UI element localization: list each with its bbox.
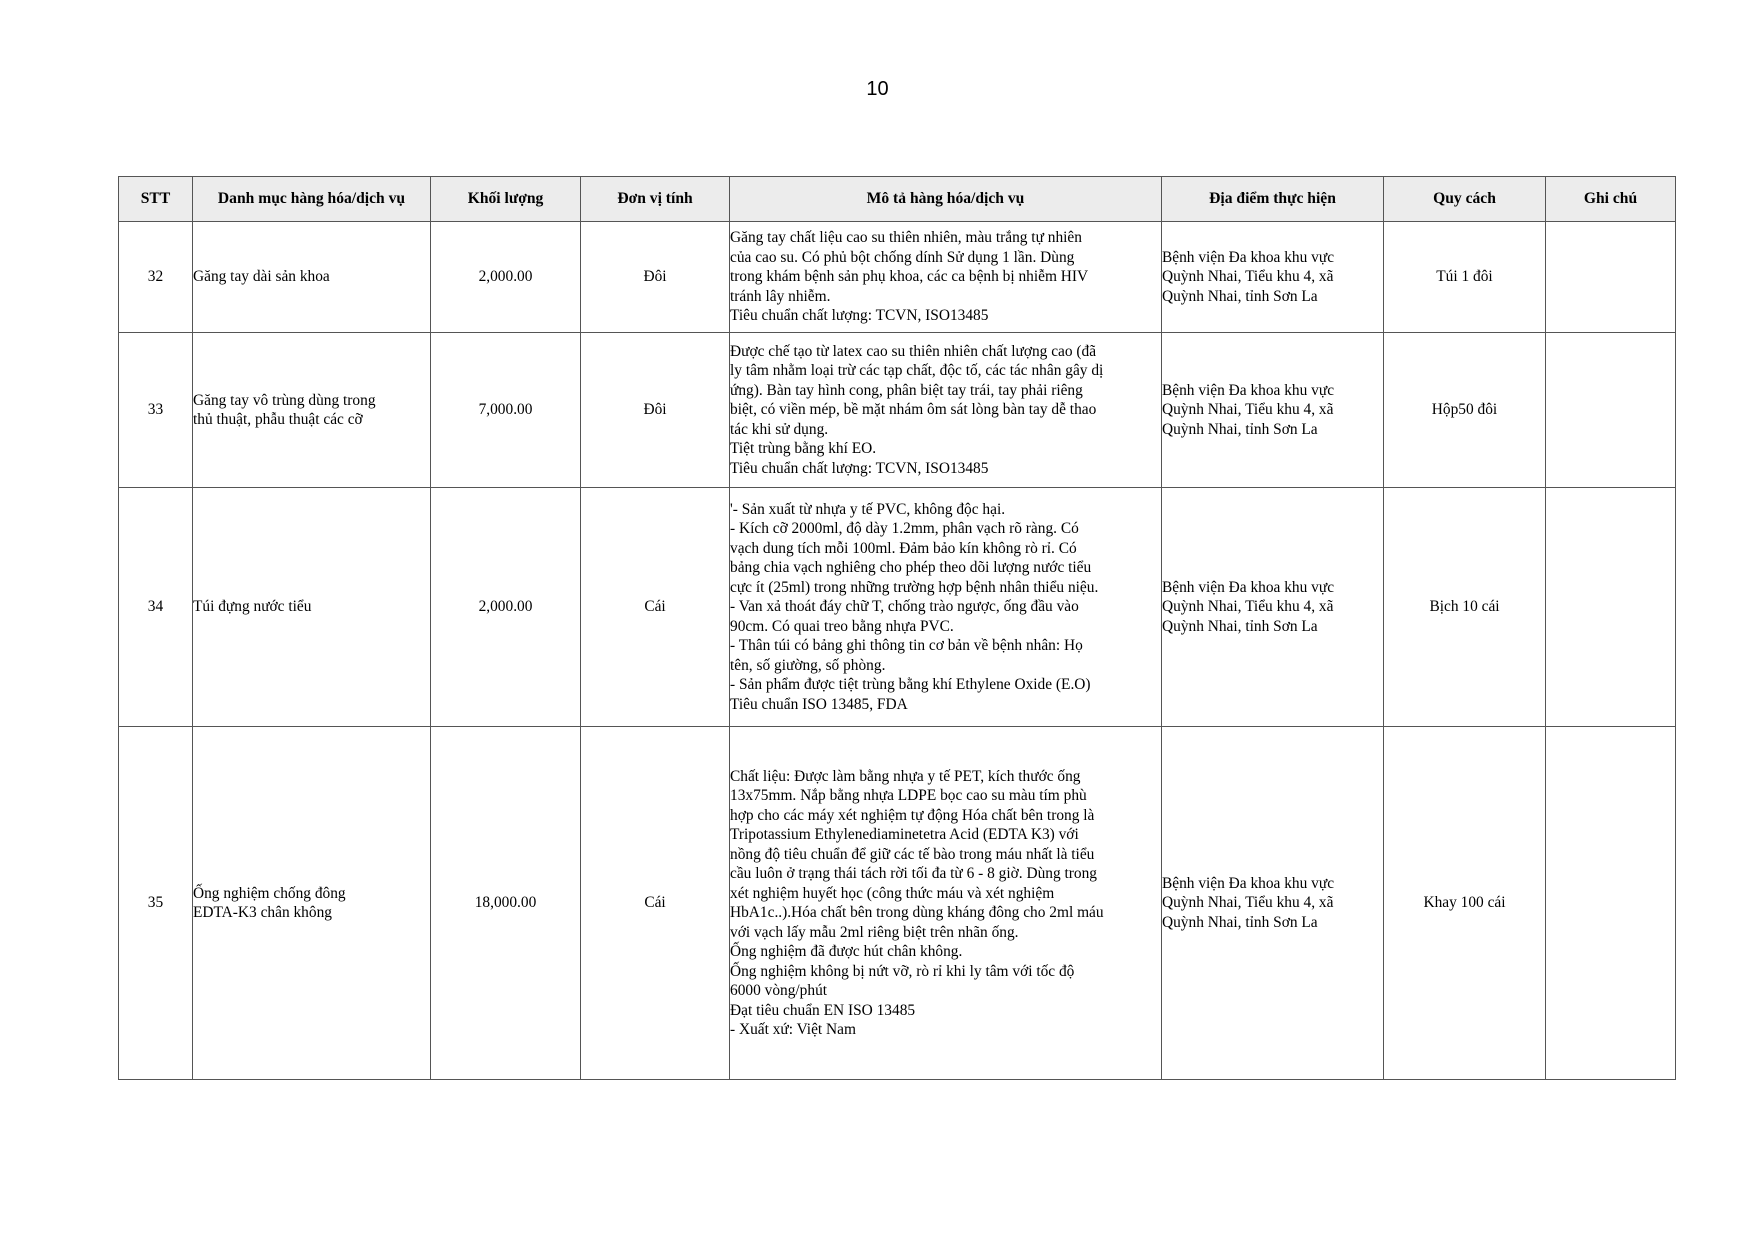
description-line: Tiêu chuẩn chất lượng: TCVN, ISO13485 xyxy=(730,459,989,477)
cell-location xyxy=(1162,488,1384,727)
cell-description xyxy=(730,222,1162,333)
description-line: bảng chia vạch nghiêng cho phép theo dõi lượng nước tiểu xyxy=(730,559,1092,577)
cell-location xyxy=(1162,333,1384,488)
cell-unit: Đôi xyxy=(581,222,730,333)
cell-unit: Cái xyxy=(581,488,730,727)
location-line: Bệnh viện Đa khoa khu vực xyxy=(1162,248,1335,266)
cell-item-name xyxy=(193,488,431,727)
cell-item-name xyxy=(193,222,431,333)
description-line: '- Sản xuất từ nhựa y tế PVC, không độc hại. xyxy=(730,500,1006,518)
description-line: 90cm. Có quai treo bằng nhựa PVC. xyxy=(730,617,954,635)
cell-note xyxy=(1546,333,1676,488)
cell-spec: Khay 100 cái xyxy=(1384,727,1546,1080)
description-line: vạch dung tích mỗi 100ml. Đảm bảo kín không rò rỉ. Có xyxy=(730,539,1077,557)
table-row xyxy=(119,727,1676,1080)
description-line: nồng độ tiêu chuẩn để giữ các tế bào trong máu nhất là tiểu xyxy=(730,845,1095,863)
location-line: Quỳnh Nhai, Tiểu khu 4, xã xyxy=(1162,598,1334,616)
location-line: Bệnh viện Đa khoa khu vực xyxy=(1162,578,1335,596)
location-line: Quỳnh Nhai, tỉnh Sơn La xyxy=(1162,617,1318,635)
location-line: Quỳnh Nhai, tỉnh Sơn La xyxy=(1162,913,1318,931)
table-row xyxy=(119,488,1676,727)
description-line: Đạt tiêu chuẩn EN ISO 13485 xyxy=(730,1001,916,1019)
item-name-line: Găng tay dài sản khoa xyxy=(193,268,330,286)
header-unit: Đơn vị tính xyxy=(581,177,730,222)
description-line: Ống nghiệm không bị nứt vỡ, rò rỉ khi ly tâm với tốc độ xyxy=(730,962,1075,980)
header-quantity: Khối lượng xyxy=(431,177,581,222)
header-location: Địa điểm thực hiện xyxy=(1162,177,1384,222)
description-line: tác khi sử dụng. xyxy=(730,420,829,438)
table-header-row xyxy=(119,177,1676,222)
cell-spec: Bịch 10 cái xyxy=(1384,488,1546,727)
cell-note xyxy=(1546,488,1676,727)
description-line: tên, số giường, số phòng. xyxy=(730,656,886,674)
cell-quantity: 2,000.00 xyxy=(431,222,581,333)
description-line: với vạch lấy mẫu 2ml riêng biệt trên nhãn ống. xyxy=(730,923,1019,941)
item-name-line: Túi đựng nước tiểu xyxy=(193,598,312,616)
cell-stt: 32 xyxy=(119,222,193,333)
description-line: cực ít (25ml) trong những trường hợp bệnh nhân thiểu niệu. xyxy=(730,578,1099,596)
description-line: Tiêu chuẩn ISO 13485, FDA xyxy=(730,695,908,713)
header-note: Ghi chú xyxy=(1546,177,1676,222)
description-line: ly tâm nhằm loại trừ các tạp chất, độc tố, các tác nhân gây dị xyxy=(730,362,1104,380)
description-line: HbA1c..).Hóa chất bên trong dùng kháng đông cho 2ml máu xyxy=(730,904,1104,921)
description-line: Găng tay chất liệu cao su thiên nhiên, màu trắng tự nhiên xyxy=(730,229,1082,247)
header-stt: STT xyxy=(119,177,193,222)
cell-item-name xyxy=(193,333,431,488)
cell-location xyxy=(1162,727,1384,1080)
description-line: - Kích cỡ 2000ml, độ dày 1.2mm, phân vạch rõ ràng. Có xyxy=(730,520,1079,538)
cell-quantity: 2,000.00 xyxy=(431,488,581,727)
cell-stt: 35 xyxy=(119,727,193,1080)
table-row xyxy=(119,333,1676,488)
item-name-line: Ống nghiệm chống đông xyxy=(193,884,346,902)
cell-quantity: 7,000.00 xyxy=(431,333,581,488)
cell-description xyxy=(730,488,1162,727)
cell-stt: 33 xyxy=(119,333,193,488)
item-name-line: Găng tay vô trùng dùng trong xyxy=(193,391,376,409)
location-line: Quỳnh Nhai, Tiểu khu 4, xã xyxy=(1162,894,1334,912)
location-line: Quỳnh Nhai, Tiểu khu 4, xã xyxy=(1162,268,1334,286)
cell-description xyxy=(730,333,1162,488)
cell-unit: Cái xyxy=(581,727,730,1080)
cell-description xyxy=(730,727,1162,1080)
table-row xyxy=(119,222,1676,333)
description-line: Chất liệu: Được làm bằng nhựa y tế PET, kích thước ống xyxy=(730,767,1081,785)
cell-stt: 34 xyxy=(119,488,193,727)
description-line: 6000 vòng/phút xyxy=(730,982,828,999)
description-line: Được chế tạo từ latex cao su thiên nhiên chất lượng cao (đã xyxy=(730,342,1097,360)
cell-item-name xyxy=(193,727,431,1080)
header-description: Mô tả hàng hóa/dịch vụ xyxy=(730,177,1162,222)
cell-spec: Túi 1 đôi xyxy=(1384,222,1546,333)
description-line: cầu luôn ở trạng thái tách rời tối đa từ 6 - 8 giờ. Dùng trong xyxy=(730,865,1098,882)
location-line: Quỳnh Nhai, tỉnh Sơn La xyxy=(1162,287,1318,305)
location-line: Bệnh viện Đa khoa khu vực xyxy=(1162,874,1335,892)
description-line: biệt, có viền mép, bề mặt nhám ôm sát lòng bàn tay dễ thao xyxy=(730,401,1097,419)
cell-note xyxy=(1546,222,1676,333)
description-line: trong khám bệnh sản phụ khoa, các ca bệnh bị nhiễm HIV xyxy=(730,268,1089,286)
description-line: - Van xả thoát đáy chữ T, chống trào ngược, ống đầu vào xyxy=(730,598,1079,616)
description-line: của cao su. Có phủ bột chống dính Sử dụng 1 lần. Dùng xyxy=(730,248,1075,266)
page-number: 10 xyxy=(866,78,889,100)
description-line: Ống nghiệm đã được hút chân không. xyxy=(730,943,963,960)
cell-quantity: 18,000.00 xyxy=(431,727,581,1080)
location-line: Bệnh viện Đa khoa khu vực xyxy=(1162,381,1335,399)
description-line: ứng). Bàn tay hình cong, phân biệt tay trái, tay phải riêng xyxy=(730,381,1083,399)
item-name-line: EDTA-K3 chân không xyxy=(193,904,332,921)
cell-note xyxy=(1546,727,1676,1080)
item-name-line: thủ thuật, phẫu thuật các cỡ xyxy=(193,411,363,428)
description-line: hợp cho các máy xét nghiệm tự động Hóa chất bên trong là xyxy=(730,806,1095,824)
description-line: - Sản phẩm được tiệt trùng bằng khí Ethylene Oxide (E.O) xyxy=(730,676,1091,694)
description-line: - Thân túi có bảng ghi thông tin cơ bản về bệnh nhân: Họ xyxy=(730,637,1083,655)
header-item-name: Danh mục hàng hóa/dịch vụ xyxy=(193,177,431,222)
description-line: Tiệt trùng bằng khí EO. xyxy=(730,440,877,458)
description-line: Tiêu chuẩn chất lượng: TCVN, ISO13485 xyxy=(730,307,989,325)
goods-table xyxy=(118,176,1676,1080)
description-line: tránh lây nhiễm. xyxy=(730,287,831,305)
description-line: xét nghiệm huyết học (công thức máu và xét nghiệm xyxy=(730,884,1055,902)
description-line: 13x75mm. Nắp bằng nhựa LDPE bọc cao su màu tím phù xyxy=(730,787,1087,804)
description-line: Tripotassium Ethylenediaminetetra Acid (EDTA K3) với xyxy=(730,826,1079,843)
cell-location xyxy=(1162,222,1384,333)
header-spec: Quy cách xyxy=(1384,177,1546,222)
location-line: Quỳnh Nhai, tỉnh Sơn La xyxy=(1162,420,1318,438)
location-line: Quỳnh Nhai, Tiểu khu 4, xã xyxy=(1162,401,1334,419)
cell-unit: Đôi xyxy=(581,333,730,488)
cell-spec: Hộp50 đôi xyxy=(1384,333,1546,488)
description-line: - Xuất xứ: Việt Nam xyxy=(730,1021,856,1038)
